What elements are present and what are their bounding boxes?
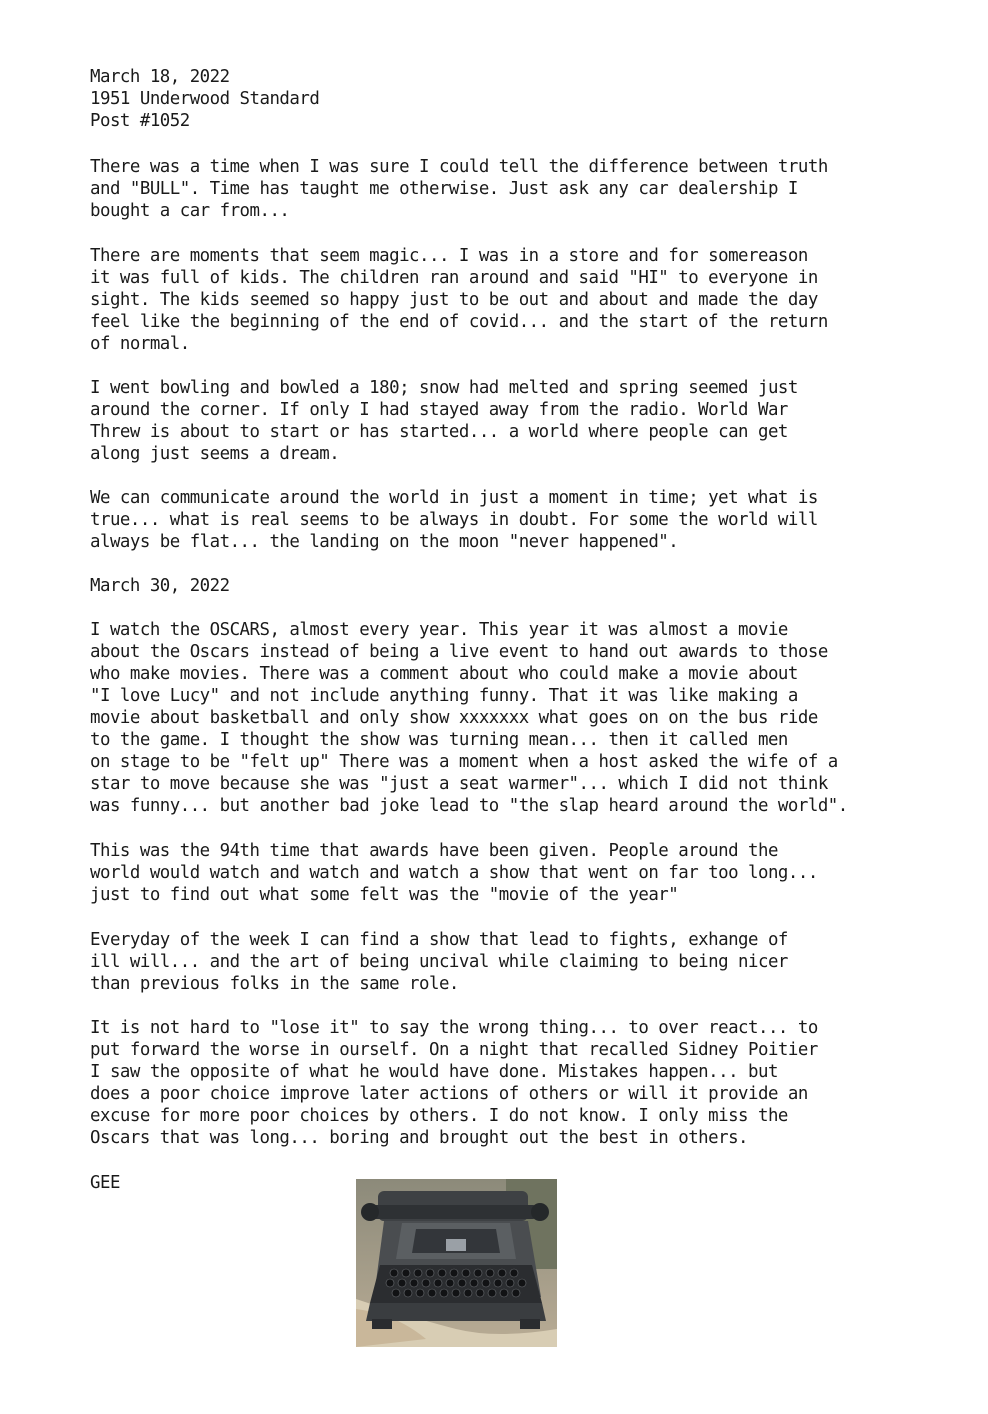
paragraph xyxy=(90,619,920,817)
text-line: always be flat... the landing on the moon "never happened". xyxy=(90,532,679,552)
text-line: I went bowling and bowled a 180; snow had melted and spring seemed just xyxy=(90,378,798,398)
text-line: We can communicate around the world in just a moment in time; yet what is xyxy=(90,488,818,508)
text-line: who make movies. There was a comment about who could make a movie about xyxy=(90,664,798,684)
text-line: and "BULL". Time has taught me otherwise. Just ask any car dealership I xyxy=(90,179,798,199)
post-number: Post #1052 xyxy=(90,111,190,131)
text-line: star to move because she was "just a seat warmer"... which I did not think xyxy=(90,774,828,794)
text-line: true... what is real seems to be always in doubt. For some the world will xyxy=(90,510,818,530)
typewriter-photo xyxy=(356,1179,557,1347)
text-line: It is not hard to "lose it" to say the wrong thing... to over react... to xyxy=(90,1018,818,1038)
text-line: bought a car from... xyxy=(90,201,290,221)
post-date: March 18, 2022 xyxy=(90,67,230,87)
text-line: Oscars that was long... boring and brought out the best in others. xyxy=(90,1128,749,1148)
text-line: feel like the beginning of the end of covid... and the start of the return xyxy=(90,312,828,332)
text-line: There are moments that seem magic... I was in a store and for somereason xyxy=(90,246,808,266)
text-line: Everyday of the week I can find a show that lead to fights, exhange of xyxy=(90,930,788,950)
paragraph xyxy=(90,840,920,906)
text-line: world would watch and watch and watch a show that went on far too long... xyxy=(90,863,818,883)
text-line: of normal. xyxy=(90,334,190,354)
paragraph xyxy=(90,156,920,222)
entry-date: March 30, 2022 xyxy=(90,576,230,596)
text-line: I watch the OSCARS, almost every year. This year it was almost a movie xyxy=(90,620,788,640)
text-line: along just seems a dream. xyxy=(90,444,340,464)
text-line: "I love Lucy" and not include anything funny. That it was like making a xyxy=(90,686,798,706)
paragraph xyxy=(90,487,920,553)
text-line: around the corner. If only I had stayed away from the radio. World War xyxy=(90,400,788,420)
paragraph xyxy=(90,245,920,355)
text-line: movie about basketball and only show xxxxxxx what goes on on the bus ride xyxy=(90,708,818,728)
text-line: excuse for more poor choices by others. I do not know. I only miss the xyxy=(90,1106,788,1126)
text-line: about the Oscars instead of being a live event to hand out awards to those xyxy=(90,642,828,662)
text-line: does a poor choice improve later actions of others or will it provide an xyxy=(90,1084,808,1104)
text-line: than previous folks in the same role. xyxy=(90,974,459,994)
text-line: just to find out what some felt was the "movie of the year" xyxy=(90,885,679,905)
text-line: was funny... but another bad joke lead to "the slap heard around the world". xyxy=(90,796,848,816)
text-line: to the game. I thought the show was turning mean... then it called men xyxy=(90,730,788,750)
text-line: it was full of kids. The children ran around and said "HI" to everyone in xyxy=(90,268,818,288)
text-line: There was a time when I was sure I could tell the difference between truth xyxy=(90,157,828,177)
typewriter-model: 1951 Underwood Standard xyxy=(90,89,320,109)
text-line: This was the 94th time that awards have been given. People around the xyxy=(90,841,778,861)
paragraph xyxy=(90,1017,920,1149)
typewriter-icon xyxy=(356,1179,557,1347)
paragraph xyxy=(90,929,920,995)
second-date xyxy=(90,575,920,597)
text-line: Threw is about to start or has started... a world where people can get xyxy=(90,422,788,442)
post-header xyxy=(90,66,920,132)
text-line: I saw the opposite of what he would have done. Mistakes happen... but xyxy=(90,1062,778,1082)
paragraph xyxy=(90,377,920,465)
text-line: sight. The kids seemed so happy just to be out and about and made the day xyxy=(90,290,818,310)
text-line: put forward the worse in ourself. On a night that recalled Sidney Poitier xyxy=(90,1040,818,1060)
signature: GEE xyxy=(90,1173,120,1193)
text-line: ill will... and the art of being uncival while claiming to being nicer xyxy=(90,952,788,972)
text-line: on stage to be "felt up" There was a moment when a host asked the wife of a xyxy=(90,752,838,772)
